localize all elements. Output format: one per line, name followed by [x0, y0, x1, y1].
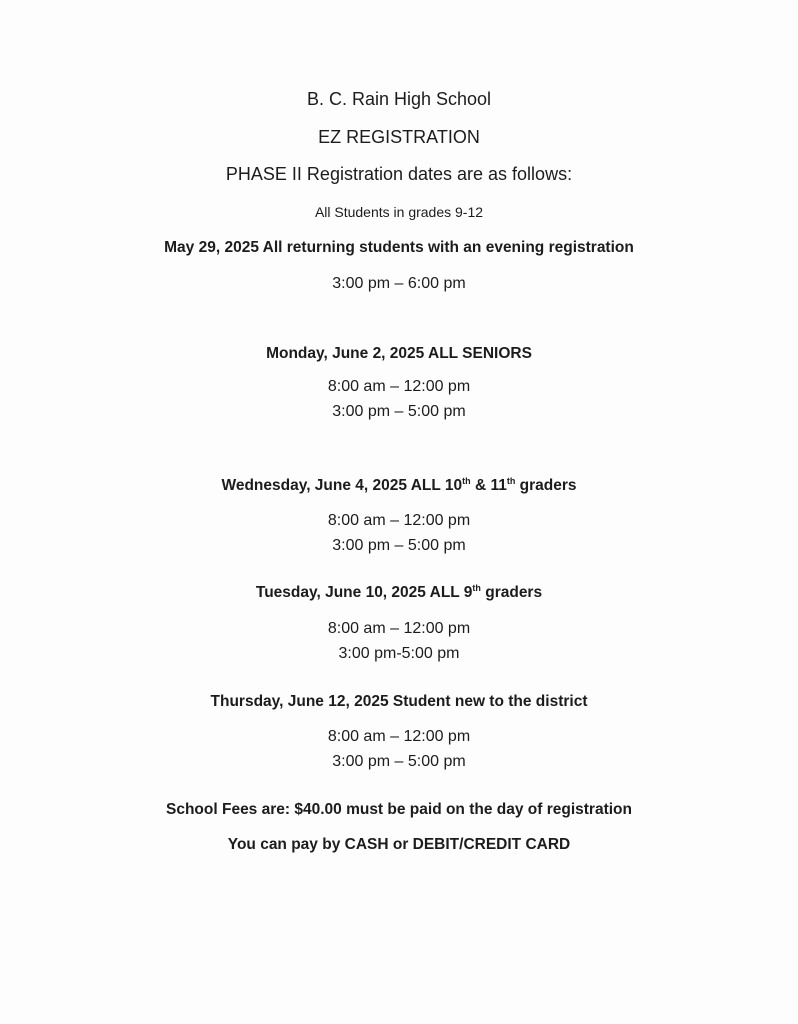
session-time: 3:00 pm – 5:00 pm — [332, 403, 466, 420]
heading-text: graders — [480, 584, 543, 601]
notice-title: EZ REGISTRATION — [318, 127, 480, 147]
session-heading-new-students: Thursday, June 12, 2025 Student new to the district — [210, 693, 588, 710]
heading-text: & 11 — [470, 477, 507, 494]
session-time: 3:00 pm – 5:00 pm — [332, 537, 466, 554]
school-fees-note: School Fees are: $40.00 must be paid on the day of registration — [166, 801, 632, 818]
notice-subtitle: PHASE II Registration dates are as follows: — [225, 164, 573, 184]
session-time: 3:00 pm – 6:00 pm — [332, 275, 466, 292]
session-time: 8:00 am – 12:00 pm — [327, 620, 471, 637]
heading-text: Wednesday, June 4, 2025 ALL 10 — [221, 477, 463, 494]
school-name: B. C. Rain High School — [306, 89, 492, 109]
session-heading-returning: May 29, 2025 All returning students with an evening registration — [164, 239, 634, 256]
session-time: 8:00 am – 12:00 pm — [327, 512, 471, 529]
payment-methods-note: You can pay by CASH or DEBIT/CREDIT CARD — [227, 836, 571, 853]
grades-note: All Students in grades 9-12 — [314, 204, 484, 220]
session-time: 8:00 am – 12:00 pm — [327, 378, 471, 395]
ordinal-suffix: th — [472, 583, 481, 593]
session-time: 3:00 pm-5:00 pm — [338, 645, 460, 662]
session-time: 8:00 am – 12:00 pm — [327, 728, 471, 745]
ordinal-suffix: th — [506, 476, 516, 486]
session-heading-9th — [0, 585, 798, 601]
session-heading-seniors: Monday, June 2, 2025 ALL SENIORS — [266, 345, 532, 362]
session-heading-10th-11th — [0, 478, 798, 494]
ordinal-suffix: th — [462, 476, 471, 486]
heading-text: Tuesday, June 10, 2025 ALL 9 — [255, 584, 473, 601]
session-time: 3:00 pm – 5:00 pm — [332, 753, 466, 770]
heading-text: graders — [515, 477, 577, 494]
